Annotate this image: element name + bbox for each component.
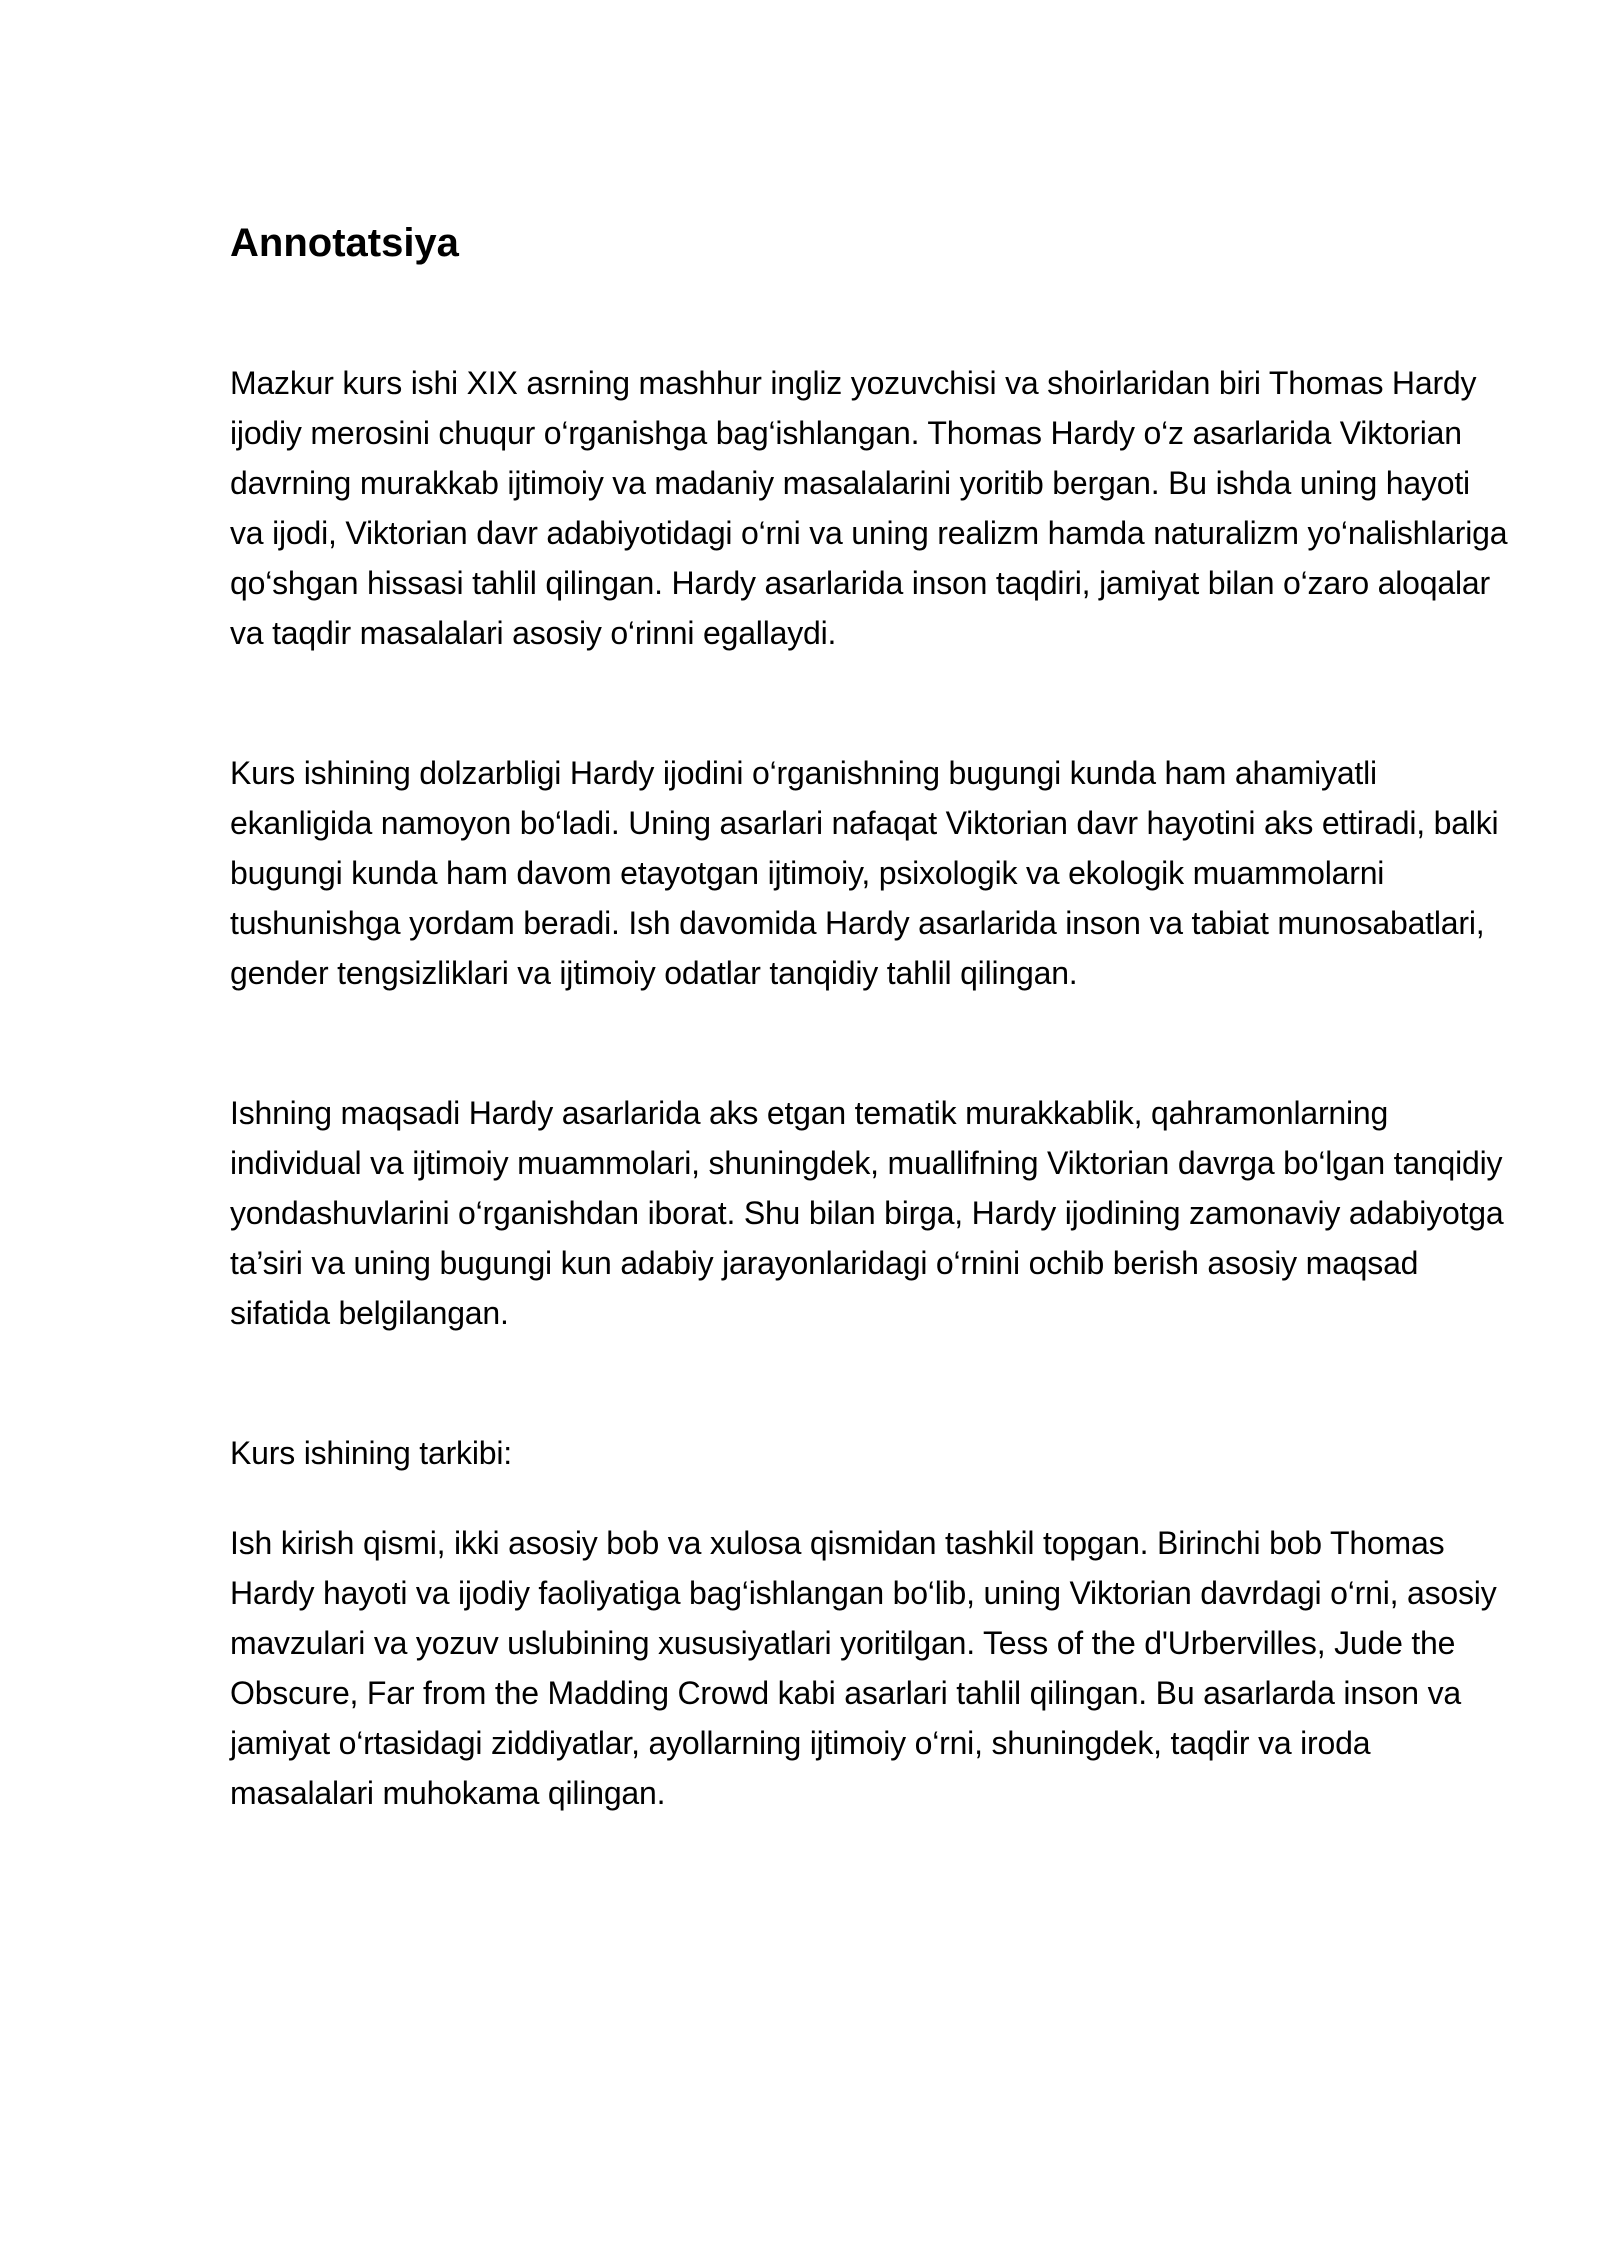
paragraph-intro: Mazkur kurs ishi XIX asrning mashhur ingliz yozuvchisi va shoirlaridan biri Thomas Hardy ijodiy merosini chuqur o‘rganishga bag‘ishlangan. Thomas Hardy o‘z asarlarida Viktorian davrning murakkab ijtimoiy va madaniy masalalarini yoritib bergan. Bu ishda uning hayoti va ijodi, Viktorian davr adabiyotidagi o‘rni va uning realizm hamda naturalizm yo‘nalishlariga qo‘shgan hissasi tahlil qilingan. Hardy asarlarida inson taqdiri, jamiyat bilan o‘zaro aloqalar va taqdir masalalari asosiy o‘rinni egallaydi. — [230, 365, 1508, 651]
structure-heading: Kurs ishining tarkibi: — [230, 1435, 512, 1471]
paragraph-relevance: Kurs ishining dolzarbligi Hardy ijodini o‘rganishning bugungi kunda ham ahamiyatli ekanligida namoyon bo‘ladi. Uning asarlari nafaqat Viktorian davr hayotini aks ettiradi, balki bugungi kunda ham davom etayotgan ijtimoiy, psixologik va ekologik muammolarni tushunishga yordam beradi. Ish davomida Hardy asarlarida inson va tabiat munosabatlari, gender tengsizliklari va ijtimoiy odatlar tanqidiy tahlil qilingan. — [230, 755, 1499, 991]
paragraph-goal: Ishning maqsadi Hardy asarlarida aks etgan tematik murakkablik, qahramonlarning individual va ijtimoiy muammolari, shuningdek, muallifning Viktorian davrga bo‘lgan tanqidiy yondashuvlarini o‘rganishdan iborat. Shu bilan birga, Hardy ijodining zamonaviy adabiyotga ta’siri va uning bugungi kun adabiy jarayonlaridagi o‘rnini ochib berish asosiy maqsad sifatida belgilangan. — [230, 1095, 1504, 1331]
paragraph-structure: Ish kirish qismi, ikki asosiy bob va xulosa qismidan tashkil topgan. Birinchi bob Thomas Hardy hayoti va ijodiy faoliyatiga bag‘ishlangan bo‘lib, uning Viktorian davrdagi o‘rni, asosiy mavzulari va yozuv uslubining xususiyatlari yoritilgan. Tess of the d'Urbervilles, Jude the Obscure, Far from the Madding Crowd kabi asarlari tahlil qilingan. Bu asarlarda inson va jamiyat o‘rtasidagi ziddiyatlar, ayollarning ijtimoiy o‘rni, shuningdek, taqdir va iroda masalalari muhokama qilingan. — [230, 1525, 1497, 1811]
document-body — [230, 208, 1510, 1818]
page-title: Annotatsiya — [230, 221, 459, 265]
